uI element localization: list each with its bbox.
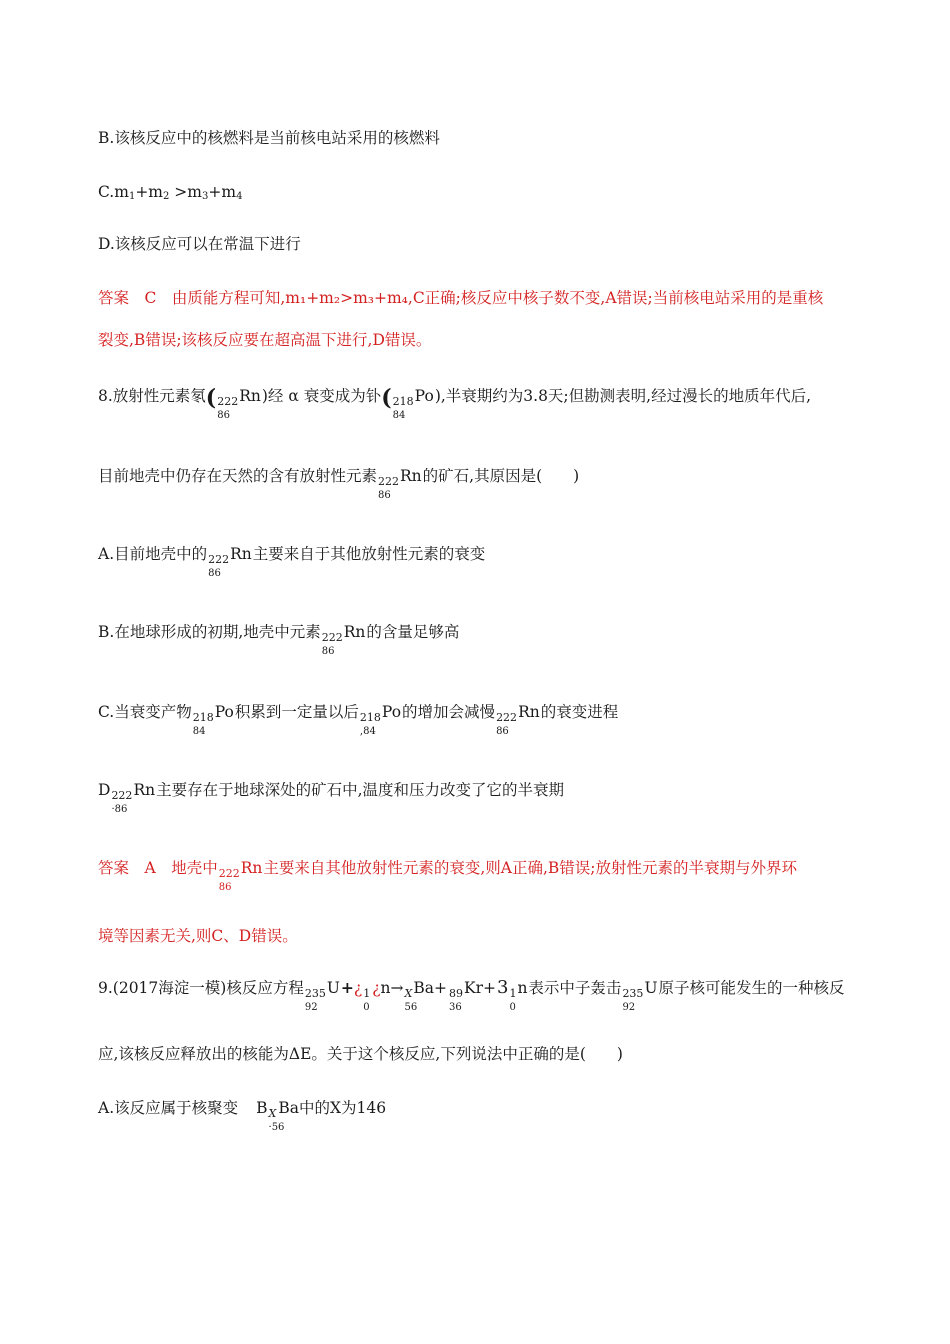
q7-option-b: B.该核反应中的核燃料是当前核电站采用的核燃料 [98, 129, 440, 147]
q7-answer-line2: 裂变,B错误;该核反应要在超高温下进行,D错误。 [98, 331, 432, 349]
q9-stem-line1: 9.(2017海淀一模)核反应方程$_{235}$U 92 $+¿_1$ 0 ¿$n\to_XBa+$ 56 $_{89}$Kr+ 36 $3_1n$ 0 表示中子轰击$_{235}$U 92 原子核可能发生的一种核反 [98, 977, 845, 1013]
q8-answer-line2: 境等因素无关,则C、D错误。 [98, 927, 298, 945]
ba-nuclide: $_X$Ba+ 56 [404, 979, 447, 1013]
q8-stem-line2: 目前地壳中仍存在天然的含有放射性元素$_{222}$Rn 86 的矿石,其原因是( ) [98, 467, 580, 501]
q8-option-d: $D_{222}Rn$ ·86 主要存在于地球深处的矿石中,温度和压力改变了它的半衰期 [98, 781, 565, 815]
rn-nuclide: $_{222}$Rn ·86 [111, 781, 156, 815]
ba-nuclide: $_X$ ·56 [268, 1107, 285, 1133]
neutron: $_1$n 0 [509, 979, 528, 1013]
q8-answer-line1: 答案 A 地壳中$_{222}$Rn 86 主要来自其他放射性元素的衰变,则A正确,B错误;放射性元素的半衰期与外界环 [98, 859, 798, 893]
po-nuclide: $_{218}$Po 84 [392, 387, 434, 421]
u-nuclide: $_{235}$U 92 [304, 979, 340, 1013]
q7-option-c: $C.m_1+m_2 >m_3+m_4$ [98, 183, 243, 202]
rn-nuclide: $_{222}$Rn 86 [321, 623, 366, 657]
rn-nuclide: $_{222}$Rn 86 [208, 545, 252, 579]
q9-stem-line2: 应,该核反应释放出的核能为ΔE。关于这个核反应,下列说法中正确的是( ) [98, 1045, 623, 1063]
q7-answer-line1: 答案 C 由质能方程可知,m₁+m₂>m₃+m₄,C正确;核反应中核子数不变,A错误;当前核电站采用的是重核 [98, 289, 824, 307]
rn-nuclide: $_{222}$Rn 86 [496, 703, 540, 737]
q8-stem-line1: 8.放射性元素氡($_{222}Rn$ 86 )经 α 衰变成为钋($_{218}Po$ 84 ),半衰期约为3.8天;但勘测表明,经过漫长的地质年代后, [98, 385, 812, 421]
neutron: $_1$ 0 [363, 987, 371, 1013]
po-nuclide: $_{218}$Po ,84 [359, 703, 402, 737]
kr-nuclide: $_{89}$Kr+ 36 [449, 979, 496, 1013]
rn-nuclide: $_{222}$Rn 86 [218, 859, 263, 893]
q7-option-d: D.该核反应可以在常温下进行 [98, 235, 301, 253]
q8-option-c: C.当衰变产物$_{218}$Po 84 积累到一定量以后$_{218}$Po ,84 的增加会减慢$_{222}$Rn 86 的衰变进程 [98, 703, 619, 737]
rn-nuclide: $_{222}$Rn 86 [217, 387, 261, 421]
q9-options-ab: A.该反应属于核聚变 $B_X$ ·56 Ba中的X为146 [98, 1099, 387, 1133]
po-nuclide: $_{218}$Po 84 [192, 703, 234, 737]
q8-option-a: A.目前地壳中的$_{222}$Rn 86 主要来自于其他放射性元素的衰变 [98, 545, 486, 579]
q8-option-b: B.在地球形成的初期,地壳中元素$_{222}$Rn 86 的含量足够高 [98, 623, 460, 657]
u-nuclide: $_{235}$U 92 [622, 979, 658, 1013]
rn-nuclide: $_{222}$Rn 86 [378, 467, 422, 501]
